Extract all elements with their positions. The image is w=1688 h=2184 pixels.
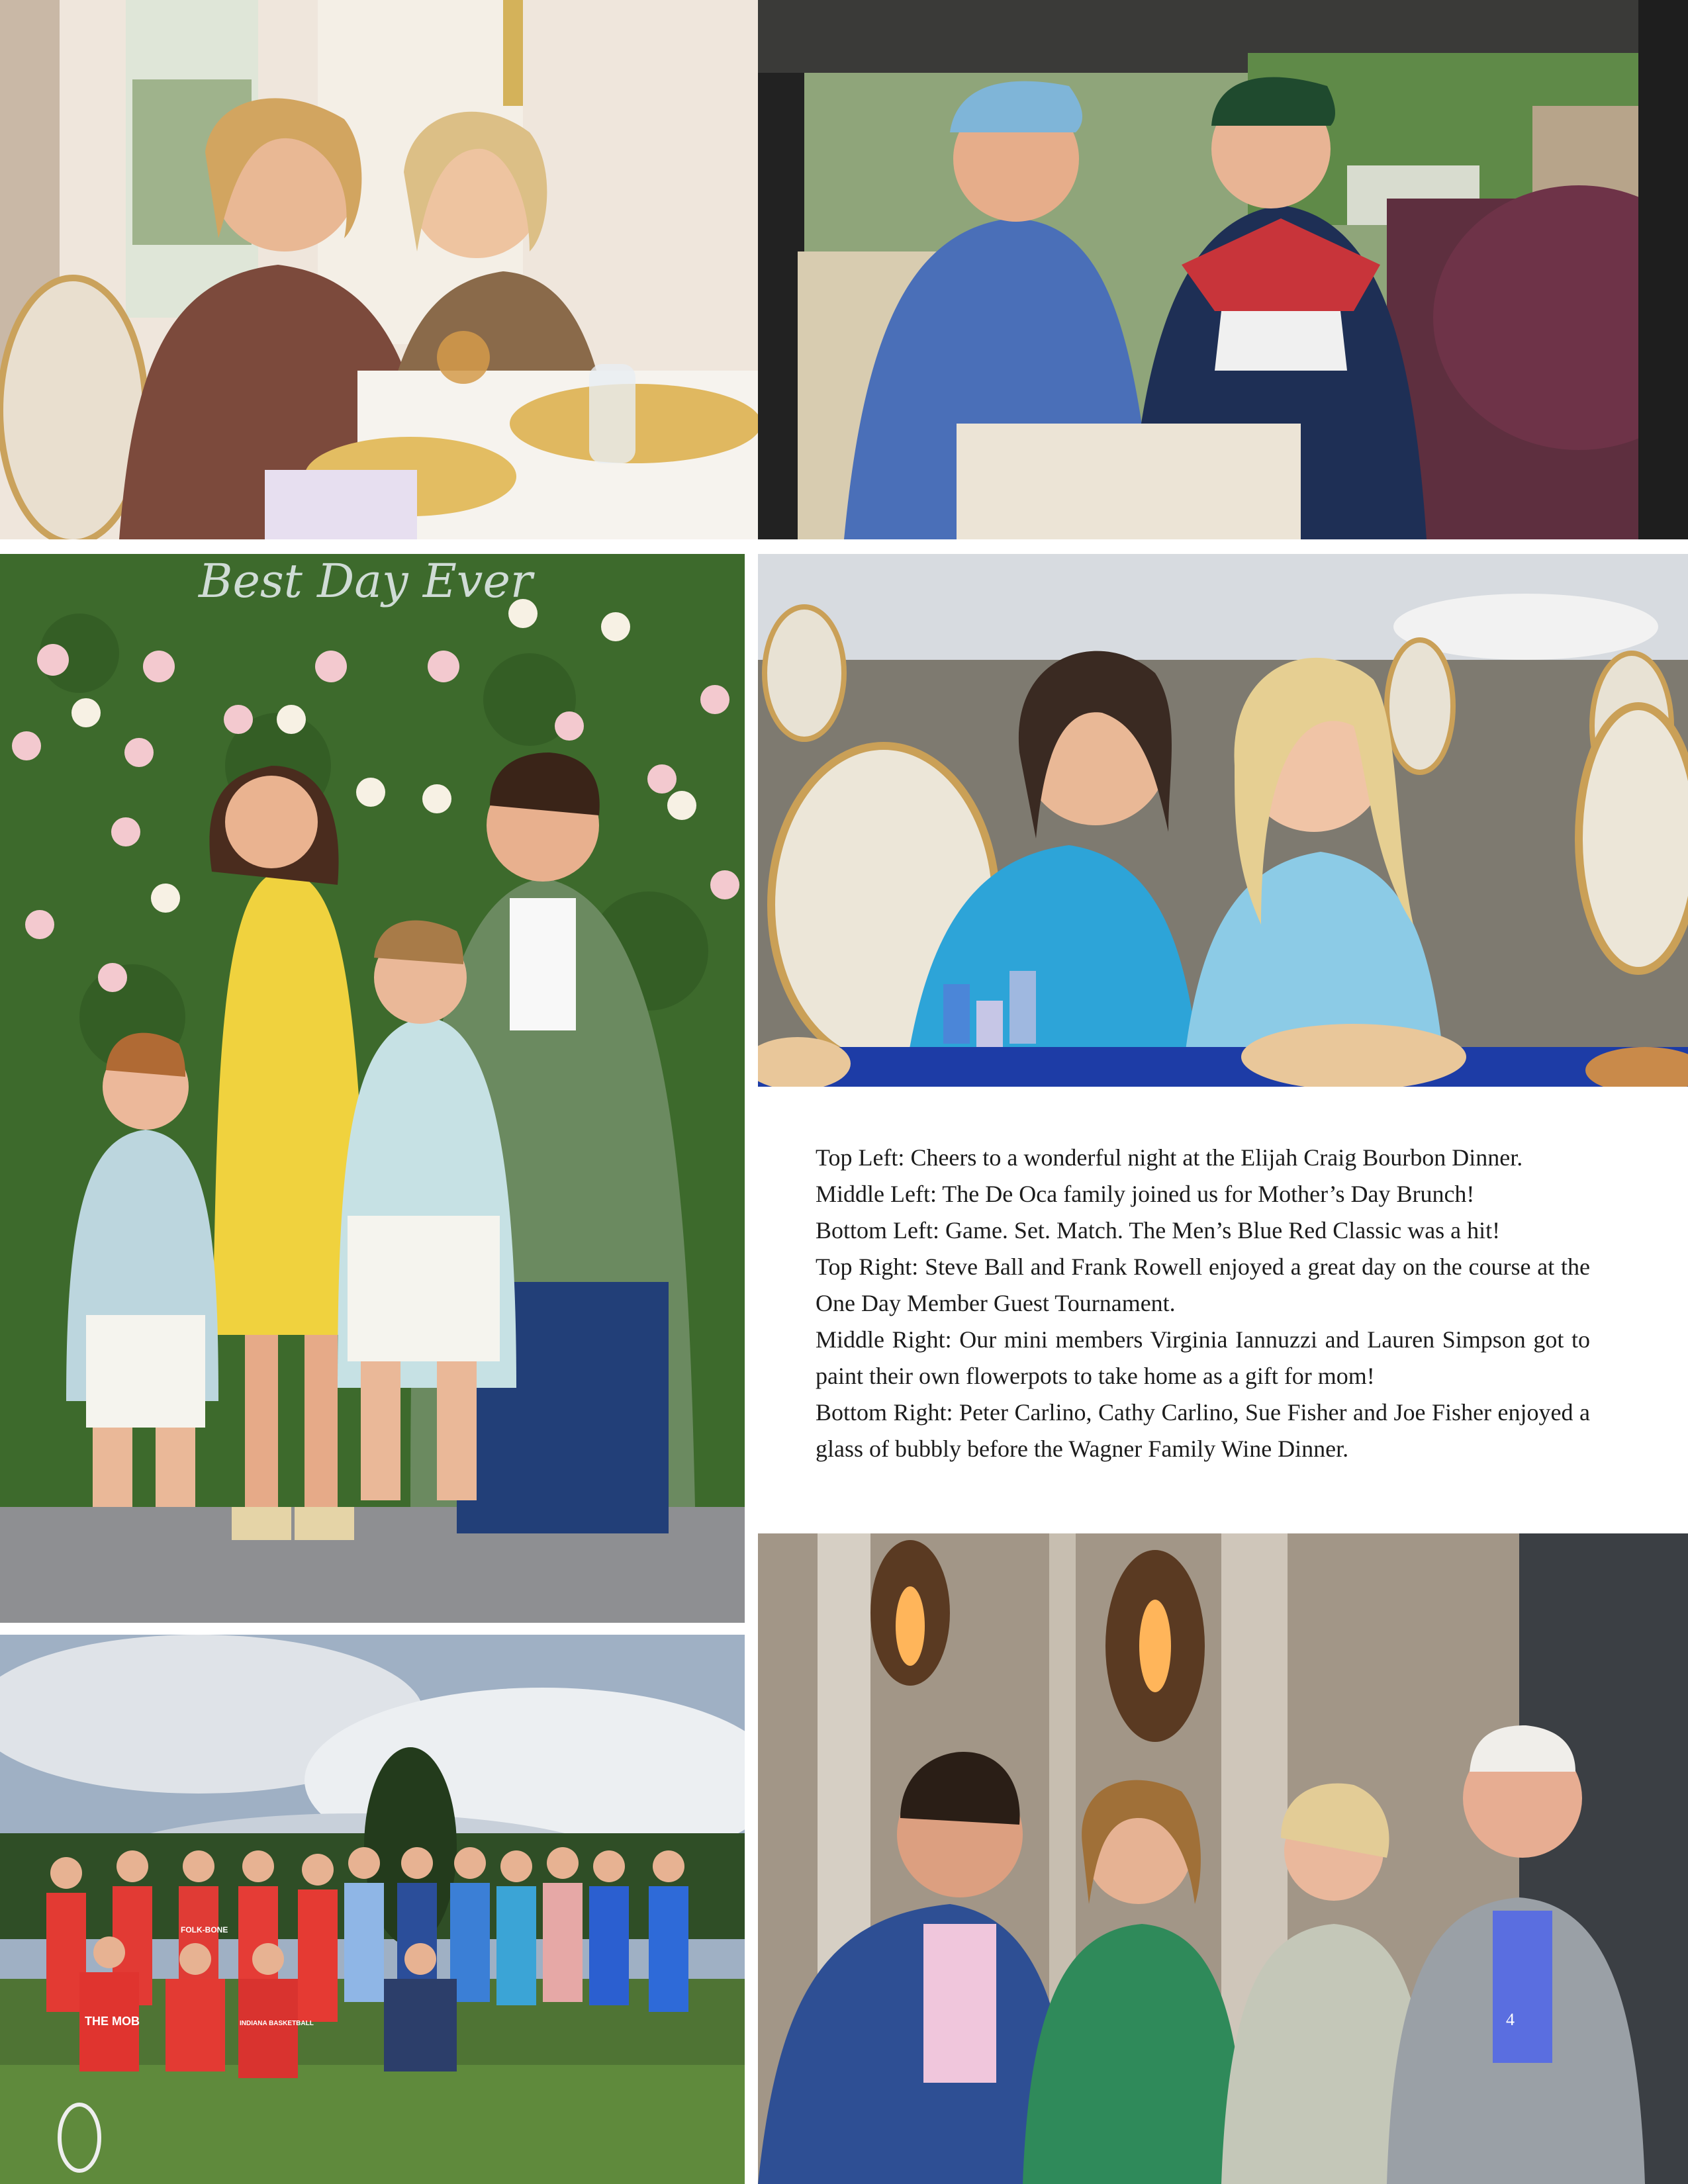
caption-top-left: Top Left: Cheers to a wonderful night at the Elijah Craig Bourbon Dinner.	[816, 1144, 1523, 1171]
shirt-text-folk-bone: FOLK-BONE	[181, 1925, 228, 1934]
caption-middle-left: Middle Left: The De Oca family joined us for Mother’s Day Brunch!	[816, 1181, 1475, 1207]
photo-tennis-group	[0, 1635, 745, 2184]
photo-bourbon-dinner	[0, 0, 783, 539]
photo-golf-cart	[758, 0, 1688, 539]
backdrop-sign: Best Day Ever	[199, 554, 533, 608]
caption-middle-right: Middle Right: Our mini members Virginia Iannuzzi and Lauren Simpson got to paint their own flowerpots to take home as a gift for mom!	[816, 1326, 1590, 1389]
photo-captions	[816, 1140, 1590, 1467]
caption-bottom-right: Bottom Right: Peter Carlino, Cathy Carlino, Sue Fisher and Joe Fisher enjoyed a glass of bubbly before the Wagner Family Wine Dinner.	[816, 1399, 1590, 1462]
shirt-text-the-mob: THE MOB	[85, 2015, 140, 2028]
shirt-text-indiana: INDIANA BASKETBALL	[240, 2020, 314, 2027]
page-number: 4	[1506, 2010, 1515, 2029]
caption-top-right: Top Right: Steve Ball and Frank Rowell enjoyed a great day on the course at the One Day Member Guest Tournament.	[816, 1253, 1590, 1316]
photo-mini-members	[758, 554, 1688, 1087]
photo-mothers-day-family	[0, 554, 745, 1623]
caption-bottom-left: Bottom Left: Game. Set. Match. The Men’s Blue Red Classic was a hit!	[816, 1217, 1501, 1244]
photo-wine-dinner	[758, 1533, 1688, 2184]
